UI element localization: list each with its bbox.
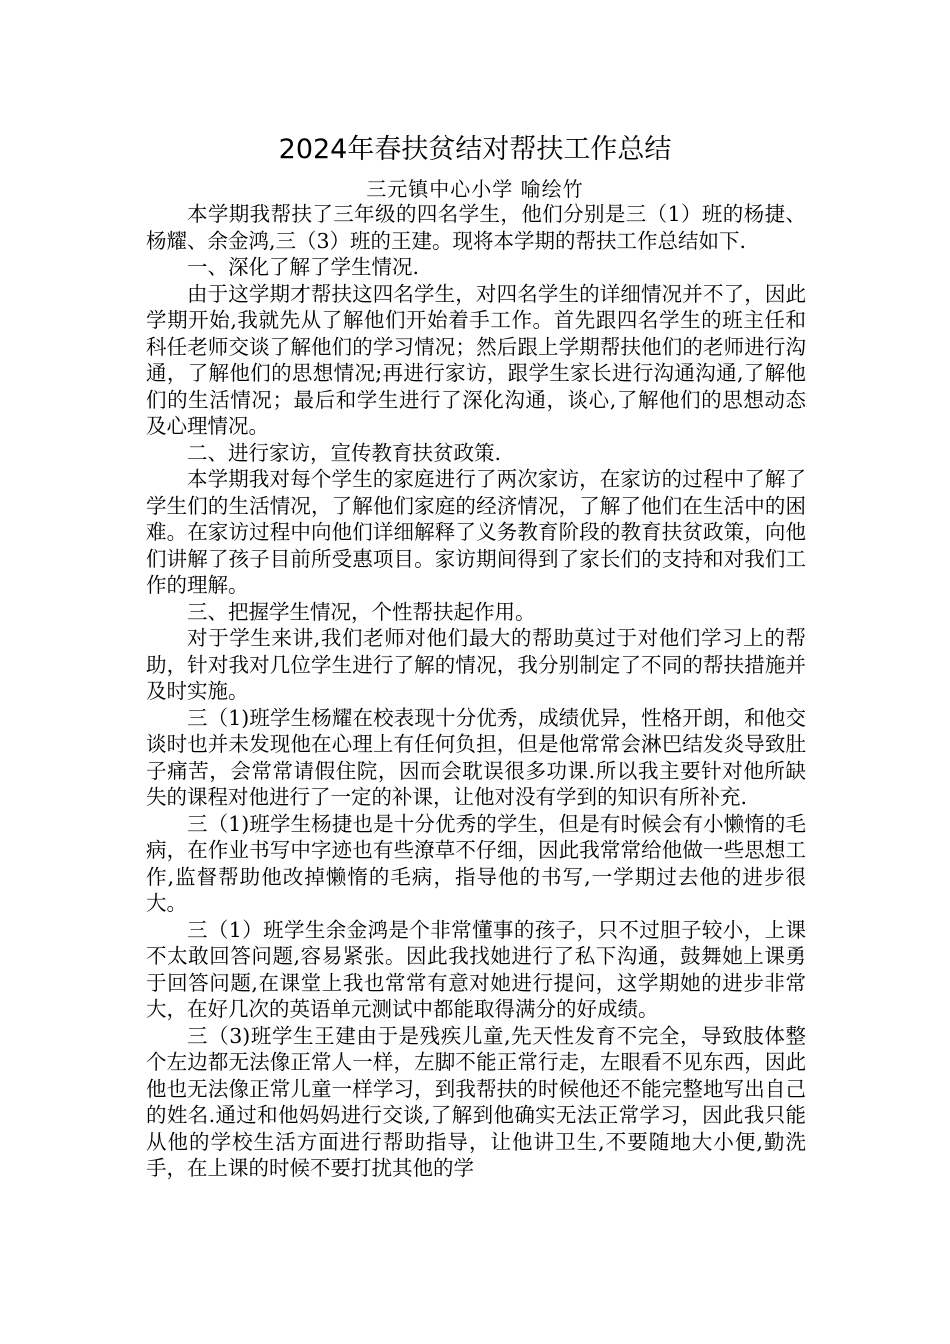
paragraph-intro: 本学期我帮扶了三年级的四名学生，他们分别是三（1）班的杨捷、杨耀、余金鸿,三（3）班的王建。现将本学期的帮扶工作总结如下. [146,202,806,253]
section-heading-3: 三、把握学生情况，个性帮扶起作用。 [187,599,536,624]
document-body [146,201,806,1182]
section-heading-1: 一、深化了解了学生情况. [187,255,420,279]
section-heading-2: 二、进行家访，宣传教育扶贫政策. [187,440,502,465]
paragraph-student-yang-jie: 三（1)班学生杨捷也是十分优秀的学生，但是有时候会有小懒惰的毛病，在作业书写中字迹也有些潦草不仔细，因此我常常给他做一些思想工作,监督帮助他改掉懒惰的毛病，指导他的书写,一学期过去他的进步很大。 [146,811,806,915]
document-author: 三元镇中心小学 喻绘竹 [366,177,584,201]
paragraph-home-visits: 本学期我对每个学生的家庭进行了两次家访，在家访的过程中了解了学生们的生活情况，了解他们家庭的经济情况，了解了他们在生活中的困难。在家访过程中向他们详细解释了义务教育阶段的教育扶贫政策，向他们讲解了孩子目前所受惠项目。家访期间得到了家长们的支持和对我们工作的理解。 [146,467,806,597]
paragraph-understanding: 由于这学期才帮扶这四名学生，对四名学生的详细情况并不了，因此学期开始,我就先从了解他们开始着手工作。首先跟四名学生的班主任和科任老师交谈了解他们的学习情况；然后跟上学期帮扶他们的老师进行沟通，了解他们的思想情况;再进行家访，跟学生家长进行沟通沟通,了解他们的生活情况；最后和学生进行了深化沟通，谈心,了解他们的思想动态及心理情况。 [146,281,806,438]
paragraph-student-wang-jian: 三（3)班学生王建由于是残疾儿童,先天性发育不完全，导致肢体整个左边都无法像正常人一样，左脚不能正常行走，左眼看不见东西，因此他也无法像正常儿童一样学习，到我帮扶的时候他还不能完整地写出自己的姓名.通过和他妈妈进行交谈,了解到他确实无法正常学习，因此我只能从他的学校生活方面进行帮助指导，让他讲卫生,不要随地大小便,勤洗手，在上课的时候不要打扰其他的学 [146,1023,806,1180]
paragraph-student-yu-jinhong: 三（1）班学生余金鸿是个非常懂事的孩子，只不过胆子较小，上课不太敢回答问题,容易紧张。因此我找她进行了私下沟通，鼓舞她上课勇于回答问题,在课堂上我也常常有意对她进行提问，这学期她的进步非常大，在好几次的英语单元测试中都能取得满分的好成绩。 [146,917,806,1021]
paragraph-student-yang-yao: 三（1)班学生杨耀在校表现十分优秀，成绩优异，性格开朗，和他交谈时也并未发现他在心理上有任何负担，但是他常常会淋巴结发炎导致肚子痛苦，会常常请假住院，因而会耽误很多功课.所以我主要针对他所缺失的课程对他进行了一定的补课，让他对没有学到的知识有所补充. [146,705,806,809]
document-title: 2024年春扶贫结对帮扶工作总结 [278,134,672,165]
paragraph-tutoring-plan: 对于学生来讲,我们老师对他们最大的帮助莫过于对他们学习上的帮助，针对我对几位学生进行了解的情况，我分别制定了不同的帮扶措施并及时实施。 [146,626,806,703]
